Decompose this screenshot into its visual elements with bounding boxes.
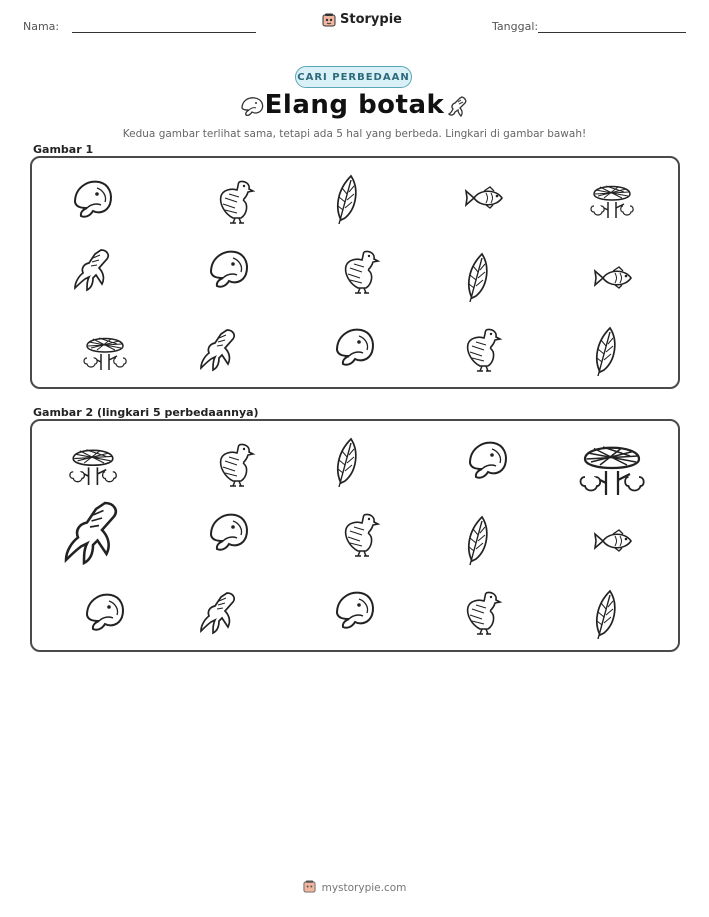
fish-icon[interactable] xyxy=(595,530,631,551)
eagle-icon[interactable] xyxy=(468,592,500,634)
feather-icon[interactable] xyxy=(597,591,615,639)
feather-icon[interactable] xyxy=(469,517,487,565)
eagle-icon[interactable] xyxy=(346,514,378,556)
panel1-label: Gambar 1 xyxy=(33,143,94,156)
instruction-text: Kedua gambar terlihat sama, tetapi ada 5 hal yang berbeda. Lingkari di gambar bawah! xyxy=(122,128,587,140)
eagle-head-icon xyxy=(337,330,373,365)
nest-tree-icon[interactable] xyxy=(70,450,116,485)
eagle-icon xyxy=(468,329,500,371)
eagle-icon[interactable] xyxy=(221,444,253,486)
brand xyxy=(322,12,402,27)
eagle-head-icon[interactable] xyxy=(470,443,506,478)
nest-tree-icon[interactable] xyxy=(581,447,644,495)
badge-text: CARI PERBEDAAN xyxy=(297,71,410,83)
panel2-label: Gambar 2 (lingkari 5 perbedaannya) xyxy=(33,406,259,419)
eagle-head-icon xyxy=(211,252,247,287)
picture-panel-2[interactable] xyxy=(30,419,680,652)
eagle-head-icon xyxy=(75,182,111,217)
panel2-drawing xyxy=(32,421,678,650)
nest-tree-icon xyxy=(591,186,633,218)
feather-icon[interactable] xyxy=(338,439,356,487)
picture-panel-1 xyxy=(30,156,680,389)
nest-tree-icon xyxy=(84,338,126,370)
footer xyxy=(0,880,709,896)
eagle-head-icon[interactable] xyxy=(337,593,373,628)
fish-icon xyxy=(466,187,502,208)
footer-site: mystorypie.com xyxy=(321,882,407,894)
eagle-icon xyxy=(221,181,253,223)
panel1-drawing xyxy=(32,158,678,387)
talon-icon xyxy=(201,330,234,370)
feather-icon xyxy=(469,254,487,302)
name-label: Nama: xyxy=(23,20,60,33)
eagle-icon xyxy=(346,251,378,293)
eagle-head-icon[interactable] xyxy=(87,595,123,630)
storypie-logo-icon xyxy=(303,880,316,896)
talon-icon xyxy=(75,250,108,290)
brand-name: Storypie xyxy=(340,12,402,27)
date-label: Tanggal: xyxy=(492,20,539,33)
eagle-head-icon[interactable] xyxy=(211,515,247,550)
fish-icon xyxy=(595,267,631,288)
page-title: Elang botak xyxy=(264,90,445,120)
feather-icon xyxy=(597,328,615,376)
talon-icon[interactable] xyxy=(66,503,116,563)
name-line[interactable] xyxy=(72,32,256,33)
date-line[interactable] xyxy=(538,32,686,33)
activity-badge xyxy=(295,66,412,88)
feather-icon xyxy=(338,176,356,224)
talon-icon xyxy=(444,94,472,120)
storypie-logo-icon xyxy=(322,13,336,27)
talon-icon[interactable] xyxy=(201,593,234,633)
